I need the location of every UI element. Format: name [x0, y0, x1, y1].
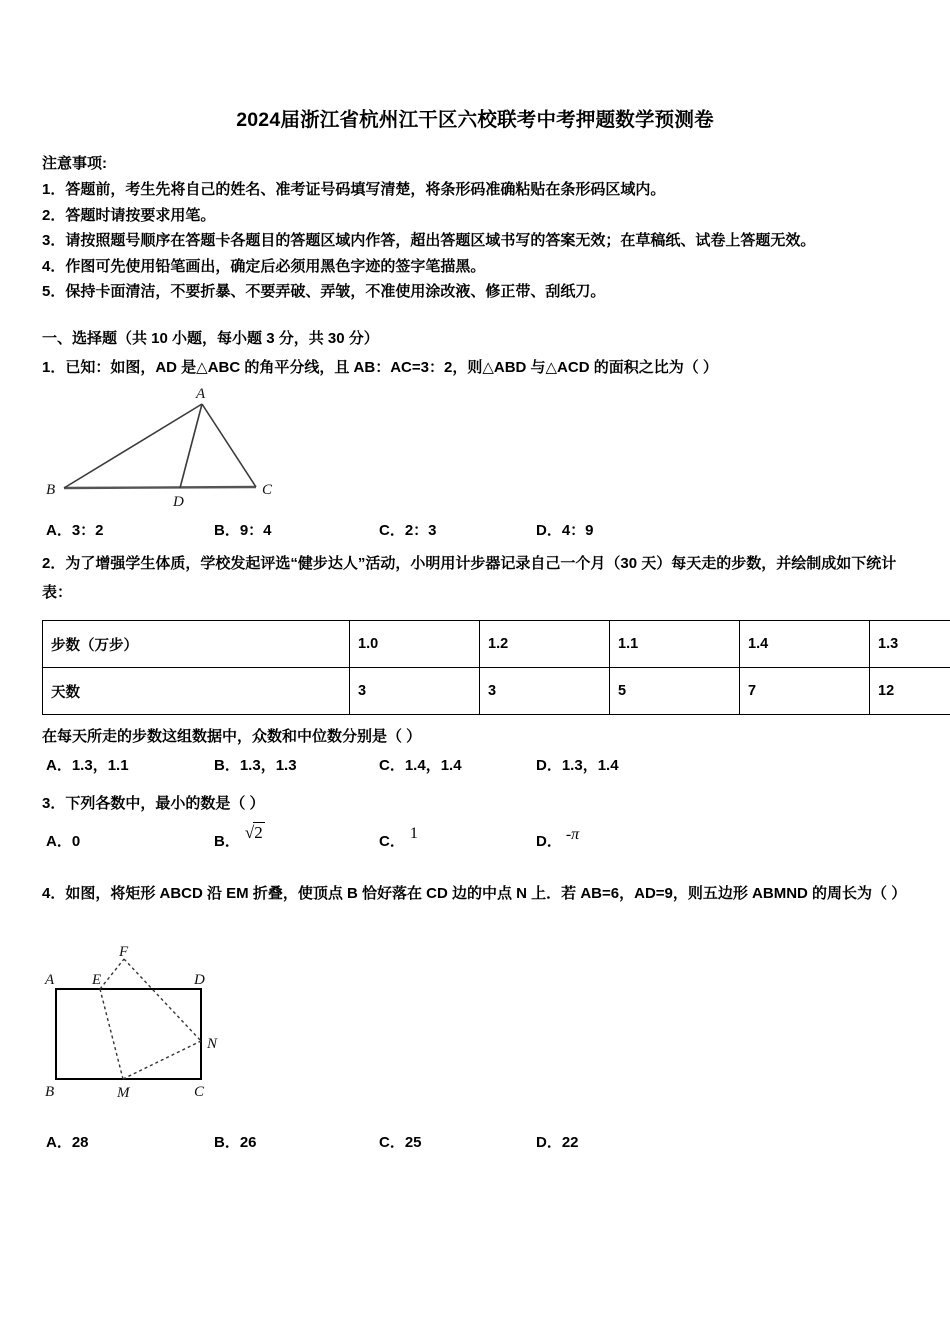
question-3-stem: 3．下列各数中，最小的数是（ ）	[42, 795, 265, 812]
question-3-options	[46, 823, 746, 854]
question-2-stem: 2．为了增强学生体质，学校发起评选“健步达人”活动，小明用计步器记录自己一个月（30 天）每天走的步数，并绘制成如下统计表：	[42, 555, 897, 601]
option-d[interactable]: D．22	[536, 1134, 579, 1151]
notice-item: 3．请按照题号顺序在答题卡各题目的答题区域内作答，超出答题区域书写的答案无效；在草稿纸、试卷上答题无效。	[42, 232, 816, 249]
option-c[interactable]: C．2：3	[379, 522, 437, 539]
figure-label-m: M	[117, 1085, 130, 1101]
table-cell: 12	[870, 668, 950, 715]
question-2-options	[46, 754, 746, 778]
question-4-figure	[44, 946, 244, 1121]
table-cell: 7	[740, 668, 870, 715]
option-d[interactable]: D．4：9	[536, 522, 594, 539]
option-d[interactable]: D．1.3，1.4	[536, 757, 619, 774]
table-cell: 3	[350, 668, 480, 715]
notice-item: 4．作图可先使用铅笔画出，确定后必须用黑色字迹的签字笔描黑。	[42, 257, 486, 275]
figure-label-b: B	[45, 1084, 55, 1100]
option-a[interactable]: A．1.3，1.1	[46, 757, 129, 774]
notice-item: 1．答题前，考生先将自己的姓名、准考证号码填写清楚，将条形码准确粘贴在条形码区域内。	[42, 181, 666, 198]
option-b[interactable]: B． √2	[214, 823, 263, 850]
figure-label-f: F	[119, 946, 129, 960]
option-b[interactable]: B．1.3，1.3	[214, 757, 297, 774]
table-row	[43, 621, 950, 668]
figure-label-d: D	[173, 494, 184, 510]
option-d[interactable]: D． -π	[536, 826, 580, 850]
option-b[interactable]: B．9：4	[214, 522, 272, 539]
option-a[interactable]: A．3：2	[46, 522, 104, 539]
figure-label-n: N	[207, 1036, 218, 1052]
option-c[interactable]: C．1.4，1.4	[379, 757, 462, 774]
question-2-sub-stem: 在每天所走的步数这组数据中，众数和中位数分别是（ ）	[42, 728, 422, 745]
table-cell: 5	[610, 668, 740, 715]
figure-label-a: A	[196, 386, 206, 402]
figure-label-a: A	[45, 972, 55, 988]
page-title: 2024届浙江省杭州江干区六校联考中考押题数学预测卷	[236, 109, 714, 131]
table-cell: 3	[480, 668, 610, 715]
figure-label-e: E	[92, 972, 102, 988]
figure-label-c: C	[262, 482, 273, 498]
question-1-stem: 1．已知：如图，AD 是△ABC 的角平分线，且 AB：AC=3：2，则△ABD 与△ACD 的面积之比为（ ）	[42, 359, 718, 376]
figure-label-d: D	[194, 972, 205, 988]
question-1-figure	[44, 382, 284, 512]
option-c[interactable]: C． 1	[379, 825, 418, 850]
table-cell: 1.0	[350, 621, 480, 668]
question-1-options	[46, 519, 746, 543]
question-4-options	[46, 1131, 746, 1155]
table-cell: 1.2	[480, 621, 610, 668]
option-a[interactable]: A．28	[46, 1134, 89, 1151]
table-cell: 1.1	[610, 621, 740, 668]
notice-heading: 注意事项:	[42, 155, 107, 172]
statistics-table	[42, 620, 950, 715]
table-cell: 1.3	[870, 621, 950, 668]
option-c[interactable]: C．25	[379, 1134, 422, 1151]
notice-item: 2．答题时请按要求用笔。	[42, 206, 216, 224]
row-label: 步数（万步）	[43, 621, 350, 668]
notice-list	[42, 177, 922, 305]
notice-item: 5．保持卡面清洁，不要折暴、不要弄破、弄皱，不准使用涂改液、修正带、刮纸刀。	[42, 283, 606, 300]
option-b[interactable]: B．26	[214, 1134, 257, 1151]
figure-label-b: B	[46, 482, 56, 498]
table-row	[43, 668, 950, 715]
question-4-stem: 4．如图，将矩形 ABCD 沿 EM 折叠，使顶点 B 恰好落在 CD 边的中点 N 上．若 AB=6，AD=9，则五边形 ABMND 的周长为（ ）	[42, 885, 907, 902]
row-label: 天数	[43, 668, 350, 715]
option-a[interactable]: A．0	[46, 833, 81, 850]
figure-label-c: C	[194, 1084, 205, 1100]
sqrt-icon: √2	[244, 823, 263, 842]
section-heading: 一、选择题（共 10 小题，每小题 3 分，共 30 分）	[42, 330, 379, 347]
table-cell: 1.4	[740, 621, 870, 668]
